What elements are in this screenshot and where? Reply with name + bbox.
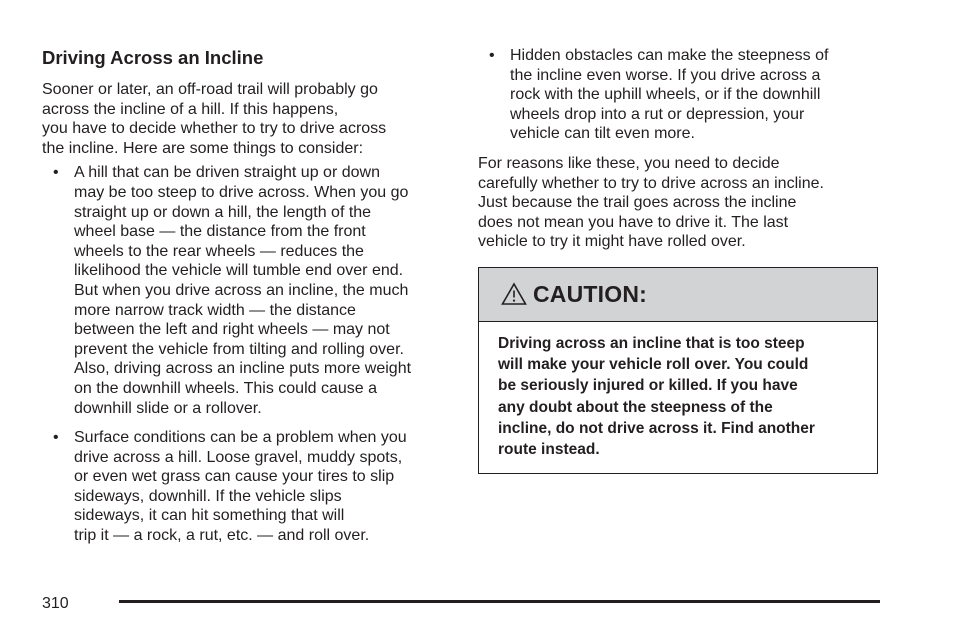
bullet-line: sideways, downhill. If the vehicle slips — [74, 487, 342, 505]
intro-line: the incline. Here are some things to consider: — [42, 139, 364, 157]
bullet-line: A hill that can be driven straight up or down — [74, 164, 380, 182]
bullet-marker: • — [53, 429, 59, 447]
intro-line: across the incline of a hill. If this happens, — [42, 100, 339, 118]
bullet-line: or even wet grass can cause your tires to slip — [74, 468, 395, 486]
caution-line: be seriously injured or killed. If you have — [498, 377, 798, 395]
bullet-line: prevent the vehicle from tilting and rolling over. — [74, 340, 404, 358]
bullet-line: Surface conditions can be a problem when you — [74, 429, 407, 447]
caution-line: any doubt about the steepness of the — [498, 398, 773, 416]
left-column — [42, 47, 452, 556]
section-heading: Driving Across an Incline — [42, 47, 264, 68]
conclusion-paragraph — [478, 154, 883, 252]
right-column — [478, 46, 883, 252]
bullet-line: Hidden obstacles can make the steepness of — [510, 47, 829, 64]
bullet-line: wheels drop into a rut or depression, your — [510, 105, 805, 123]
bullet-line: wheels to the rear wheels — reduces the — [74, 242, 364, 260]
bullet-line: rock with the uphill wheels, or if the downhill — [510, 86, 821, 104]
bullet-item-hidden-obstacles — [478, 46, 883, 144]
page-number: 310 — [42, 595, 69, 612]
caution-line: will make your vehicle roll over. You could — [498, 356, 809, 374]
bullet-line: trip it — a rock, a rut, etc. — and roll over. — [74, 527, 370, 545]
paragraph-line: carefully whether to try to drive across an incline. — [478, 174, 824, 192]
paragraph-line: Just because the trail goes across the incline — [478, 194, 797, 212]
bullet-item-surface-conditions — [42, 428, 452, 546]
bullet-marker: • — [53, 164, 59, 182]
bullet-line: more narrow track width — the distance — [74, 301, 356, 319]
intro-line: Sooner or later, an off-road trail will probably go — [42, 81, 378, 98]
intro-line: you have to decide whether to try to drive across — [42, 120, 387, 138]
caution-line: incline, do not drive across it. Find another — [498, 419, 815, 437]
caution-line: route instead. — [498, 441, 600, 459]
bullet-line: wheel base — the distance from the front — [74, 223, 366, 241]
caution-header — [479, 268, 877, 322]
bullet-line: Also, driving across an incline puts more weight — [74, 360, 412, 378]
bullet-item-steep-hill — [42, 163, 452, 418]
intro-paragraph — [42, 80, 452, 158]
footer-rule — [119, 600, 880, 603]
paragraph-line: does not mean you have to drive it. The last — [478, 213, 789, 231]
bullet-line: on the downhill wheels. This could cause a — [74, 379, 377, 397]
consideration-list — [42, 163, 452, 545]
bullet-line: likelihood the vehicle will tumble end over end. — [74, 262, 404, 280]
bullet-line: straight up or down a hill, the length of the — [74, 203, 372, 221]
bullet-line: But when you drive across an incline, the much — [74, 281, 409, 299]
bullet-line: may be too steep to drive across. When you go — [74, 183, 409, 201]
consideration-list-continued — [478, 46, 883, 144]
caution-title: CAUTION: — [533, 281, 648, 307]
bullet-line: vehicle can tilt even more. — [510, 125, 695, 143]
caution-body — [479, 322, 877, 460]
bullet-marker: • — [489, 47, 495, 64]
paragraph-line: vehicle to try it might have rolled over. — [478, 233, 746, 251]
bullet-line: between the left and right wheels — may not — [74, 321, 390, 339]
caution-line: Driving across an incline that is too steep — [498, 335, 805, 352]
paragraph-line: For reasons like these, you need to decide — [478, 154, 780, 172]
warning-triangle-icon — [501, 282, 527, 306]
caution-box — [478, 267, 878, 474]
bullet-line: the incline even worse. If you drive across a — [510, 66, 821, 84]
bullet-line: sideways, it can hit something that will — [74, 507, 345, 525]
bullet-line: drive across a hill. Loose gravel, muddy spots, — [74, 448, 403, 466]
bullet-line: downhill slide or a rollover. — [74, 399, 262, 417]
